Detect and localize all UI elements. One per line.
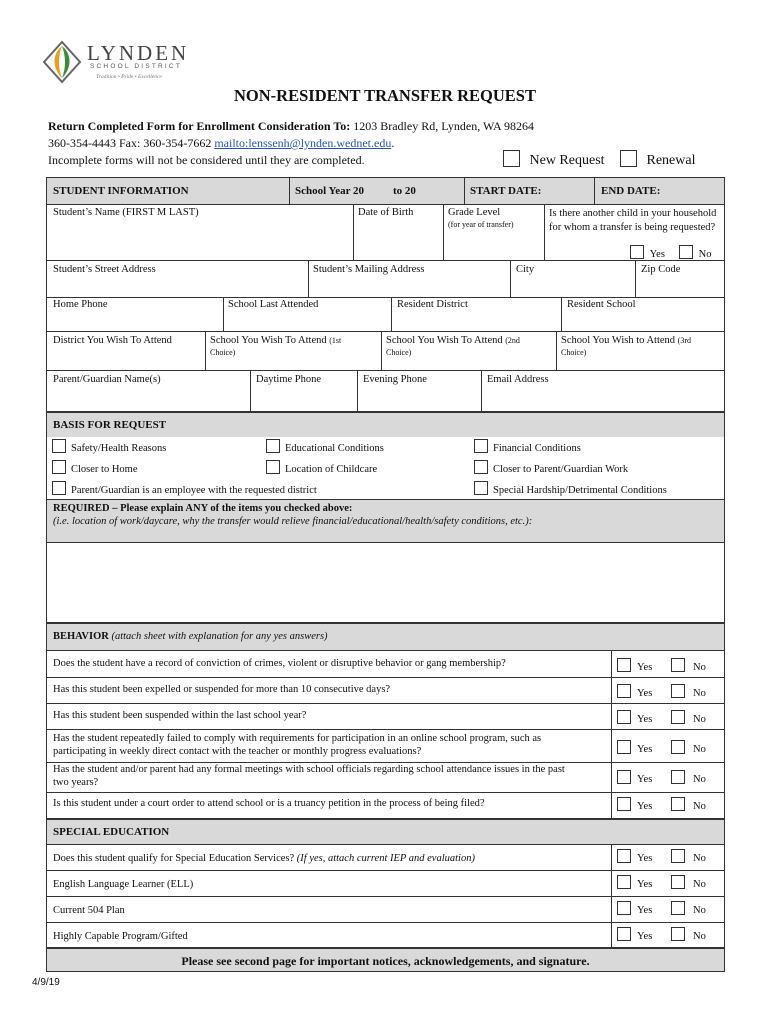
basis-option-5-label: Location of Childcare <box>285 464 378 475</box>
another-child-no <box>679 245 711 260</box>
no-label: No <box>693 905 706 916</box>
special-ed-q2: English Language Learner (ELL) <box>53 879 194 890</box>
special-ed-q3-no <box>671 901 706 916</box>
basis-option-1-label: Safety/Health Reasons <box>71 443 167 454</box>
yes-label: Yes <box>637 879 653 890</box>
school-choice-3-suffix: Choice) <box>561 348 587 357</box>
basis-option-2 <box>266 439 384 454</box>
basis-option-8-label: Special Hardship/Detrimental Conditions <box>493 485 667 496</box>
special-ed-q2-yes-checkbox[interactable] <box>617 875 631 889</box>
no-label: No <box>693 931 706 942</box>
basis-option-3-checkbox[interactable] <box>474 439 488 453</box>
behavior-q5-line2: two years? <box>53 777 99 788</box>
behavior-q3-yes-checkbox[interactable] <box>617 710 631 724</box>
daytime-phone-field[interactable]: Daytime Phone <box>256 374 322 385</box>
basis-option-8-checkbox[interactable] <box>474 481 488 495</box>
basis-option-5 <box>266 460 377 475</box>
school-choice-1-label: School You Wish To Attend <box>210 335 327 346</box>
school-choice-3-note: (3rd <box>677 336 691 345</box>
basis-option-7 <box>52 481 317 496</box>
behavior-q4-yes-checkbox[interactable] <box>617 740 631 754</box>
grade-level-field[interactable]: Grade Level <box>448 207 501 218</box>
special-ed-q1-no-checkbox[interactable] <box>671 849 685 863</box>
return-label: Return Completed Form for Enrollment Consideration To: <box>48 119 351 133</box>
behavior-q4-line2: participating in weekly direct contact with the teacher or monthly progress evaluations? <box>53 746 422 757</box>
school-choice-2-field[interactable] <box>386 335 520 346</box>
contact-line <box>48 136 394 151</box>
school-choice-2-label: School You Wish To Attend <box>386 335 503 346</box>
yes-label: Yes <box>637 801 653 812</box>
behavior-q1-yes-checkbox[interactable] <box>617 658 631 672</box>
school-last-attended-field[interactable]: School Last Attended <box>228 299 319 310</box>
logo-name: LYNDEN <box>87 41 190 65</box>
behavior-q5-yes <box>617 770 652 785</box>
another-child-question: Is there another child in your household for whom a transfer is being requested? <box>549 208 717 233</box>
mailing-address-field[interactable]: Student’s Mailing Address <box>313 264 425 275</box>
behavior-q6-no <box>671 797 706 812</box>
school-choice-1-note: (1st <box>329 336 342 345</box>
basis-option-3 <box>474 439 581 454</box>
no-label: No <box>693 853 706 864</box>
yes-label: Yes <box>637 853 653 864</box>
behavior-q5-no <box>671 770 706 785</box>
behavior-q4-no <box>671 740 706 755</box>
no-label: No <box>693 774 706 785</box>
basis-option-5-checkbox[interactable] <box>266 460 280 474</box>
email-period: . <box>391 136 395 150</box>
resident-school-field[interactable]: Resident School <box>567 299 636 310</box>
basis-option-3-label: Financial Conditions <box>493 443 581 454</box>
special-ed-q1-note: (If yes, attach current IEP and evaluation) <box>296 853 475 864</box>
dob-field[interactable]: Date of Birth <box>358 207 414 218</box>
street-address-field[interactable]: Student’s Street Address <box>53 264 156 275</box>
basis-option-6-label: Closer to Parent/Guardian Work <box>493 464 629 475</box>
logo-subtitle: SCHOOL DISTRICT <box>90 63 182 70</box>
renewal-option <box>620 150 695 169</box>
behavior-q4-yes <box>617 740 652 755</box>
school-choice-1-field[interactable] <box>210 335 341 346</box>
behavior-q2-no <box>671 684 706 699</box>
special-ed-q3-yes <box>617 901 652 916</box>
special-ed-q3-yes-checkbox[interactable] <box>617 901 631 915</box>
no-label: No <box>693 744 706 755</box>
email-link[interactable]: mailto:lenssenh@lynden.wednet.edu <box>214 136 392 150</box>
basis-option-2-label: Educational Conditions <box>285 443 384 454</box>
special-ed-q3-no-checkbox[interactable] <box>671 901 685 915</box>
behavior-q6-yes <box>617 797 652 812</box>
no-label: No <box>693 879 706 890</box>
no-label: No <box>693 801 706 812</box>
behavior-q4-no-checkbox[interactable] <box>671 740 685 754</box>
district-to-attend-field[interactable]: District You Wish To Attend <box>53 335 172 346</box>
basis-option-7-label: Parent/Guardian is an employee with the requested district <box>71 485 317 496</box>
basis-option-4-label: Closer to Home <box>71 464 138 475</box>
basis-option-1 <box>52 439 166 454</box>
incomplete-note: Incomplete forms will not be considered until they are completed. <box>48 153 365 167</box>
no-label: No <box>693 714 706 725</box>
start-date-label: START DATE: <box>470 185 542 197</box>
behavior-q2-yes-checkbox[interactable] <box>617 684 631 698</box>
special-ed-q2-no <box>671 875 706 890</box>
city-field[interactable]: City <box>516 264 535 275</box>
yes-label: Yes <box>637 662 653 673</box>
yes-label: Yes <box>637 688 653 699</box>
home-phone-field[interactable]: Home Phone <box>53 299 108 310</box>
behavior-q1-yes <box>617 658 652 673</box>
school-year-to-label: to 20 <box>393 185 416 197</box>
school-choice-3-field[interactable] <box>561 335 691 346</box>
behavior-header <box>53 631 328 642</box>
basis-option-4 <box>52 460 138 475</box>
special-ed-q1-yes-checkbox[interactable] <box>617 849 631 863</box>
zip-code-field[interactable]: Zip Code <box>641 264 681 275</box>
behavior-q2-no-checkbox[interactable] <box>671 684 685 698</box>
renewal-checkbox[interactable] <box>620 150 637 167</box>
yes-label: Yes <box>637 714 653 725</box>
behavior-q3: Has this student been suspended within the last school year? <box>53 710 307 721</box>
behavior-header-note: (attach sheet with explanation for any yes answers) <box>111 631 328 642</box>
another-child-yes <box>630 245 665 260</box>
behavior-q6-yes-checkbox[interactable] <box>617 797 631 811</box>
behavior-q6-no-checkbox[interactable] <box>671 797 685 811</box>
behavior-q2: Has this student been expelled or suspended for more than 10 consecutive days? <box>53 684 391 695</box>
new-request-checkbox[interactable] <box>503 150 520 167</box>
explanation-textarea[interactable] <box>50 545 720 619</box>
resident-district-field[interactable]: Resident District <box>397 299 468 310</box>
special-ed-q3: Current 504 Plan <box>53 905 125 916</box>
yes-label: Yes <box>637 774 653 785</box>
another-child-yes-checkbox[interactable] <box>630 245 644 259</box>
behavior-q2-yes <box>617 684 652 699</box>
required-title: REQUIRED – Please explain ANY of the items you checked above: <box>53 503 353 514</box>
special-ed-q4: Highly Capable Program/Gifted <box>53 931 188 942</box>
behavior-q5-no-checkbox[interactable] <box>671 770 685 784</box>
behavior-q3-yes <box>617 710 652 725</box>
behavior-header-title: BEHAVIOR <box>53 631 109 642</box>
special-ed-q1 <box>53 853 475 864</box>
yes-label: Yes <box>637 905 653 916</box>
behavior-q3-no <box>671 710 706 725</box>
parent-name-field[interactable]: Parent/Guardian Name(s) <box>53 374 161 385</box>
basis-option-6 <box>474 460 628 475</box>
student-info-header: STUDENT INFORMATION <box>53 185 189 197</box>
another-child-no-label: No <box>698 249 712 260</box>
school-choice-1-suffix: Choice) <box>210 348 236 357</box>
special-ed-q4-yes-checkbox[interactable] <box>617 927 631 941</box>
special-ed-q4-yes <box>617 927 652 942</box>
special-ed-q1-yes <box>617 849 652 864</box>
basis-option-4-checkbox[interactable] <box>52 460 66 474</box>
behavior-q5-line1: Has the student and/or parent had any formal meetings with school officials regarding school attendance issues in the past <box>53 764 565 775</box>
behavior-q1-no-checkbox[interactable] <box>671 658 685 672</box>
another-child-no-checkbox[interactable] <box>679 245 693 259</box>
new-request-label: New Request <box>529 153 605 168</box>
email-address-field[interactable]: Email Address <box>487 374 549 385</box>
behavior-q5-yes-checkbox[interactable] <box>617 770 631 784</box>
behavior-q3-no-checkbox[interactable] <box>671 710 685 724</box>
renewal-label: Renewal <box>646 153 696 168</box>
special-ed-q4-no <box>671 927 706 942</box>
student-name-field[interactable]: Student’s Name (FIRST M LAST) <box>53 207 199 218</box>
footer-notice: Please see second page for important notices, acknowledgements, and signature. <box>181 954 590 968</box>
evening-phone-field[interactable]: Evening Phone <box>363 374 427 385</box>
behavior-q1: Does the student have a record of conviction of crimes, violent or disruptive behavior or gang membership? <box>53 658 506 669</box>
yes-label: Yes <box>637 931 653 942</box>
behavior-q4-line1: Has the student repeatedly failed to comply with requirements for participation in an online school program, such as <box>53 733 542 744</box>
school-choice-2-note: (2nd <box>505 336 520 345</box>
school-choice-2-suffix: Choice) <box>386 348 412 357</box>
another-child-yes-label: Yes <box>649 249 665 260</box>
form-title: NON-RESIDENT TRANSFER REQUEST <box>234 86 536 105</box>
yes-label: Yes <box>637 744 653 755</box>
phone-fax: 360-354-4443 Fax: 360-354-7662 <box>48 136 212 150</box>
basis-option-7-checkbox[interactable] <box>52 481 66 495</box>
school-year-label: School Year 20 <box>295 185 365 197</box>
return-line <box>48 119 534 134</box>
behavior-q6: Is this student under a court order to attend school or is a truancy petition in the process of being filed? <box>53 798 485 809</box>
basis-option-2-checkbox[interactable] <box>266 439 280 453</box>
grade-level-note: (for year of transfer) <box>448 220 514 229</box>
new-request-option <box>503 150 605 169</box>
no-label: No <box>693 662 706 673</box>
special-ed-q2-yes <box>617 875 652 890</box>
form-date: 4/9/19 <box>32 977 60 988</box>
basis-option-1-checkbox[interactable] <box>52 439 66 453</box>
special-ed-q1-text: Does this student qualify for Special Education Services? <box>53 853 295 864</box>
special-ed-q1-no <box>671 849 706 864</box>
required-note: (i.e. location of work/daycare, why the transfer would relieve financial/educational/health/safety conditions, etc.): <box>53 516 533 527</box>
logo-tagline: Tradition • Pride • Excellence <box>96 74 162 80</box>
behavior-q1-no <box>671 658 706 673</box>
special-ed-q2-no-checkbox[interactable] <box>671 875 685 889</box>
special-ed-q4-no-checkbox[interactable] <box>671 927 685 941</box>
no-label: No <box>693 688 706 699</box>
basis-option-6-checkbox[interactable] <box>474 460 488 474</box>
basis-option-8 <box>474 481 667 496</box>
return-address: 1203 Bradley Rd, Lynden, WA 98264 <box>353 119 534 133</box>
basis-header: BASIS FOR REQUEST <box>53 419 167 431</box>
end-date-label: END DATE: <box>601 185 661 197</box>
school-choice-3-label: School You Wish to Attend <box>561 335 676 346</box>
special-ed-header: SPECIAL EDUCATION <box>53 826 170 838</box>
